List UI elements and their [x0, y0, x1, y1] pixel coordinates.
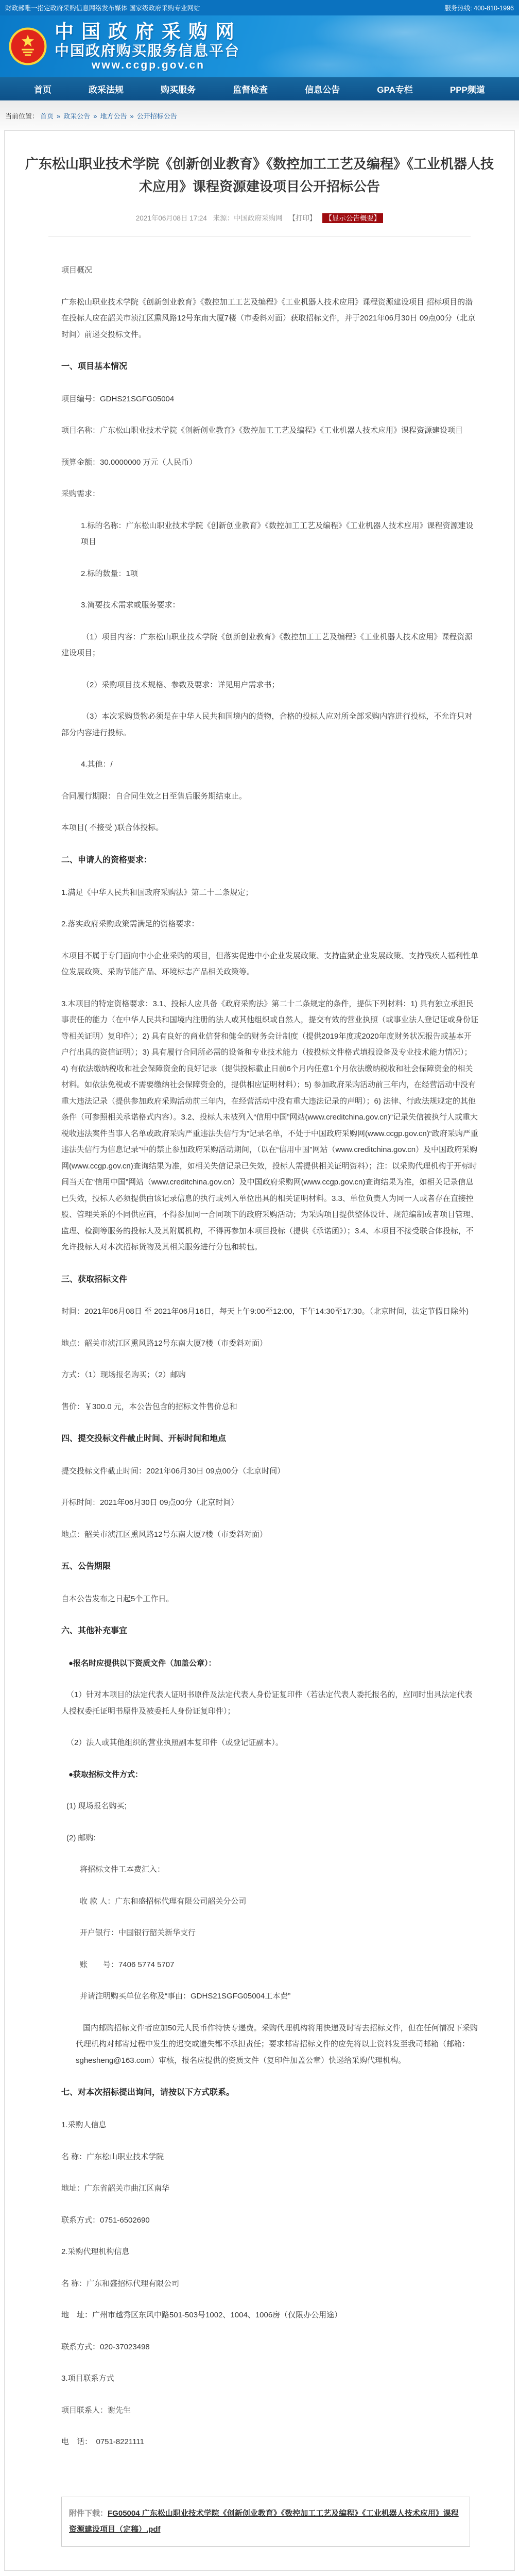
article-paragraph: ●报名时应提供以下资质文件（加盖公章）： [68, 1658, 216, 1668]
article-paragraph: （3）本次采购货物必须是在中华人民共和国境内的货物，合格的投标人应对所全部采购内容进行投标，不允许只对部分内容进行投标。 [61, 712, 473, 737]
article-paragraph: 账 号：7406 5774 5707 [80, 1960, 175, 1969]
announcement-container [4, 130, 515, 2571]
breadcrumb-items [39, 112, 179, 120]
print-button[interactable]: 【打印】 [288, 214, 317, 223]
breadcrumb-item[interactable]: » [130, 112, 134, 120]
attachment-link[interactable]: FG05004 广东松山职业技术学院《创新创业教育》《数控加工工艺及编程》《工业机器人技术应用》课程资源建设项目（定稿）.pdf [69, 2509, 459, 2534]
nav-item[interactable]: 首页 [34, 85, 52, 95]
site-url-link[interactable]: www.ccgp.gov.cn [91, 59, 205, 72]
site-subtitle: 中国政府购买服务信息平台 [55, 43, 240, 59]
article-paragraph: 三、获取招标文件 [61, 1275, 128, 1284]
article-paragraph: 七、对本次招标提出询问，请按以下方式联系。 [61, 2088, 235, 2097]
article-paragraph: 自本公告发布之日起5个工作日。 [61, 1594, 174, 1603]
topbar-hotline: 服务热线: 400-810-1996 [444, 5, 514, 12]
article-paragraph: 地址：广东省韶关市曲江区南华 [61, 2184, 170, 2193]
article-paragraph: 2.标的数量：1项 [81, 569, 138, 578]
site-banner [0, 15, 519, 77]
breadcrumb [0, 100, 519, 121]
article-paragraph: 一、项目基本情况 [61, 362, 128, 371]
breadcrumb-item[interactable]: » [57, 112, 61, 120]
article-paragraph: 1.满足《中华人民共和国政府采购法》第二十二条规定； [61, 888, 253, 897]
article-paragraph: （1）针对本项目的法定代表人证明书原件及法定代表人身份证复印件（若法定代表人委托报名的，应同时出具法定代表人授权委托证明书原件及被委托人身份证复印件）； [61, 1690, 473, 1716]
page-title: 广东松山职业技术学院《创新创业教育》《数控加工工艺及编程》《工业机器人技术应用》课程资源建设项目公开招标公告 [25, 156, 494, 195]
article-source: 来源：中国政府采购网 [213, 214, 283, 223]
article-paragraph: 四、提交投标文件截止时间、开标时间和地点 [61, 1434, 227, 1444]
attachment-box [61, 2497, 470, 2547]
article-paragraph: 3.本项目的特定资格要求：3.1、投标人应具备《政府采购法》第二十二条规定的条件，提供下列材料：1) 具有独立承担民事责任的能力（在中华人民共和国境内注册的法人或其他组织或自然人，提交有效的营业执照（或事业法人登记证或身份证等相关证明）复印件）；2) 具有良好的商业信誉和健全的财务会计制度（提供2019年度或2020年度财务状况报告或基本开户行出具的资信证明）；3) 具有履行合同所必需的设备和专业技术能力（按投标文件格式填报设备及专业技术能力情况）；4) 有依法缴纳税收和社会保障资金的良好记录（提供投标截止日前6个月内任意1个月依法缴纳税收和社会保障资金的相关材料。如依法免税或不需要缴纳社会保障资金的，提供相应证明材料）；5) 参加政府采购活动前三年内，在经营活动中没有重大违法记录（提供参加政府采购活动前三年内，在经营活动中没有重大违法记录的声明）；6) 法律、行政法规规定的其他条件（可参照相关承诺格式内容）。3.2、投标人未被列入“信用中国”网站(www.creditchina.gov.cn)“记录失信被执行人或重大税收违法案件当事人名单或政府采购严重违法失信行为”记录名单，不处于中国政府采购网(www.ccgp.gov.cn)“政府采购严重违法失信行为信息记录”中的禁止参加政府采购活动期间，（以在“信用中国”网站（www.creditchina.gov.cn）及中国政府采购网(www.ccgp.gov.cn)查询结果为准，如相关失信记录已失效，投标人需提供相关证明资料）；注：以采购代理机构于开标时间当天在“信用中国”网站（www.creditchina.gov.cn）及中国政府采购网(www.ccgp.gov.cn)查询结果为准，如相关记录信息已失效，投标人必须提供由该记录信息的执行或列入单位出具的相关证明材料。3.3、单位负责人为同一人或者存在直接控股、管理关系的不同供应商，不得参加同一合同项下的政府采购活动；为采购项目提供整体设计、规范编制或者项目管理、监理、检测等服务的投标人及其附属机构，不得再参加本项目投标（提供《承诺函》）；3.4、本项目不接受联合体投标，不允许投标人对本次招标货物及其相关服务进行分包和转包。 [61, 999, 479, 1252]
article-paragraph: （2）采购项目技术规格、参数及要求：详见用户需求书； [82, 680, 280, 689]
site-logo [55, 21, 242, 72]
attachment-label: 附件下载： [69, 2509, 108, 2518]
nav-item[interactable]: PPP频道 [449, 85, 485, 95]
article-paragraph: 提交投标文件截止时间：2021年06月30日 09点00分（北京时间） [61, 1466, 285, 1476]
nav-item[interactable]: 购买服务 [161, 85, 196, 95]
article-paragraph: 售价：￥300.0 元，本公告包含的招标文件售价总和 [61, 1402, 237, 1411]
article-paragraph: 广东松山职业技术学院《创新创业教育》《数控加工工艺及编程》《工业机器人技术应用》课程资源建设项目 招标项目的潜在投标人应在韶关市浈江区熏风路12号东南大厦7楼（市委斜对面）获取招标文件，并于2021年06月30日 09点00分（北京时间）前递交投标文件。 [61, 297, 476, 339]
article-paragraph: 采购需求： [61, 489, 100, 499]
article-body [5, 240, 514, 2450]
article-paragraph: 本项目不属于专门面向中小企业采购的项目，但落实促进中小企业发展政策、支持监狱企业发展政策、支持残疾人福利性单位发展政策、采购节能产品、环境标志产品相关政策等。 [61, 951, 479, 977]
article-paragraph: 名 称：广东和盛招标代理有限公司 [61, 2279, 180, 2288]
article-paragraph: 收 款 人：广东和盛招标代理有限公司韶关分公司 [80, 1896, 247, 1906]
article-paragraph: 开户银行：中国银行韶关新华支行 [80, 1928, 196, 1938]
breadcrumb-item[interactable]: » [93, 112, 97, 120]
article-paragraph: (2) 邮购: [66, 1833, 96, 1842]
article-paragraph: 地 址：广州市越秀区东风中路501-503号1002、1004、1006房（仅限办公用途） [61, 2311, 342, 2320]
publish-date: 2021年06月08日 17:24 [135, 214, 207, 223]
article-paragraph: 并请注明购买单位名称及“事由：GDHS21SGFG05004工本费” [80, 1992, 291, 2001]
breadcrumb-label: 当前位置： [5, 112, 39, 120]
article-paragraph: 项目编号：GDHS21SGFG05004 [61, 394, 175, 403]
article-paragraph: 联系方式：0751-6502690 [61, 2215, 150, 2225]
article-paragraph: 将招标文件工本费汇入： [80, 1865, 165, 1874]
nav-item[interactable]: 政采法规 [89, 85, 124, 95]
national-emblem-icon [8, 27, 47, 66]
article-paragraph: 1.采购人信息 [61, 2121, 107, 2130]
article-meta [5, 212, 514, 223]
article-paragraph: 联系方式：020-37023498 [61, 2342, 150, 2351]
article-paragraph: 合同履行期限：自合同生效之日至售后服务期结束止。 [61, 791, 247, 801]
article-paragraph: 项目概况 [61, 266, 93, 275]
article-paragraph: ●获取招标文件方式： [68, 1770, 143, 1779]
article-paragraph: 电 话： 0751-8221111 [61, 2437, 144, 2447]
topbar-slogan: 财政部唯一指定政府采购信息网络发布媒体 国家级政府采购专业网站 [5, 5, 200, 12]
article-paragraph: 开标时间：2021年06月30日 09点00分（北京时间） [61, 1498, 239, 1507]
article-paragraph: 六、其他补充事宜 [61, 1626, 128, 1636]
topbar [0, 0, 519, 15]
article-paragraph: 2.采购代理机构信息 [61, 2247, 130, 2257]
article-paragraph: 地点：韶关市浈江区熏风路12号东南大厦7楼（市委斜对面） [61, 1530, 268, 1539]
site-name: 中国政府采购网 [55, 21, 242, 42]
article-paragraph: 时间：2021年06月08日 至 2021年06月16日，每天上午9:00至12:00，下午14:30至17:30。（北京时间，法定节假日除外) [61, 1307, 469, 1316]
nav-item[interactable]: 信息公告 [305, 85, 340, 95]
breadcrumb-item[interactable]: 公开招标公告 [136, 112, 177, 120]
article-paragraph: 本项目( 不接受 )联合体投标。 [61, 823, 164, 833]
article-paragraph: 项目联系人：谢先生 [61, 2405, 131, 2415]
article-paragraph: 地点：韶关市浈江区熏风路12号东南大厦7楼（市委斜对面） [61, 1338, 268, 1348]
article-paragraph: （2）法人或其他组织的营业执照副本复印件（或登记证副本）。 [66, 1738, 283, 1748]
article-paragraph: 二、申请人的资格要求： [61, 855, 152, 865]
main-nav [0, 77, 519, 100]
nav-item[interactable]: GPA专栏 [377, 85, 413, 95]
article-paragraph: 名 称：广东松山职业技术学院 [61, 2152, 164, 2161]
nav-item[interactable]: 监督检查 [233, 85, 268, 95]
article-paragraph: 方式：（1）现场报名购买；（2）邮购 [61, 1370, 186, 1380]
article-paragraph: 1.标的名称：广东松山职业技术学院《创新创业教育》《数控加工工艺及编程》《工业机器人技术应用》课程资源建设项目 [81, 521, 474, 547]
article-paragraph: 五、公告期限 [61, 1562, 111, 1571]
breadcrumb-item[interactable]: 政采公告 [63, 112, 91, 120]
article-paragraph: 3.项目联系方式 [61, 2374, 114, 2383]
article-paragraph: 项目名称：广东松山职业技术学院《创新创业教育》《数控加工工艺及编程》《工业机器人技术应用》课程资源建设项目 [61, 426, 463, 435]
article-paragraph: 3.简要技术需求或服务要求： [81, 601, 180, 610]
article-paragraph: 4.其他：/ [81, 760, 113, 769]
breadcrumb-strip [0, 100, 519, 130]
article-paragraph: 2.落实政府采购政策需满足的资格要求： [61, 920, 199, 929]
breadcrumb-item[interactable]: 首页 [40, 112, 54, 120]
article-paragraph: （1）项目内容：广东松山职业技术学院《创新创业教育》《数控加工工艺及编程》《工业机器人技术应用》课程资源建设项目； [61, 632, 473, 658]
article-paragraph: 国内邮购招标文件者应加50元人民币作特快专递费。采购代理机构将用快递及时寄去招标文件，但在任何情况下采购代理机构对邮寄过程中发生的迟交或遗失都不承担责任；要求邮寄招标文件的应先将以上资料发至我司邮箱（邮箱：sghesheng@163.com）审核，报名应提供的资质文件（复印件加盖公章）快递给采购代理机构。 [76, 2023, 478, 2065]
breadcrumb-item[interactable]: 地方公告 [100, 112, 127, 120]
article-paragraph: (1) 现场报名购买; [66, 1802, 127, 1811]
show-summary-button[interactable]: 【显示公告概要】 [322, 213, 383, 223]
article-paragraph: 预算金额：30.0000000 万元（人民币） [61, 457, 197, 467]
